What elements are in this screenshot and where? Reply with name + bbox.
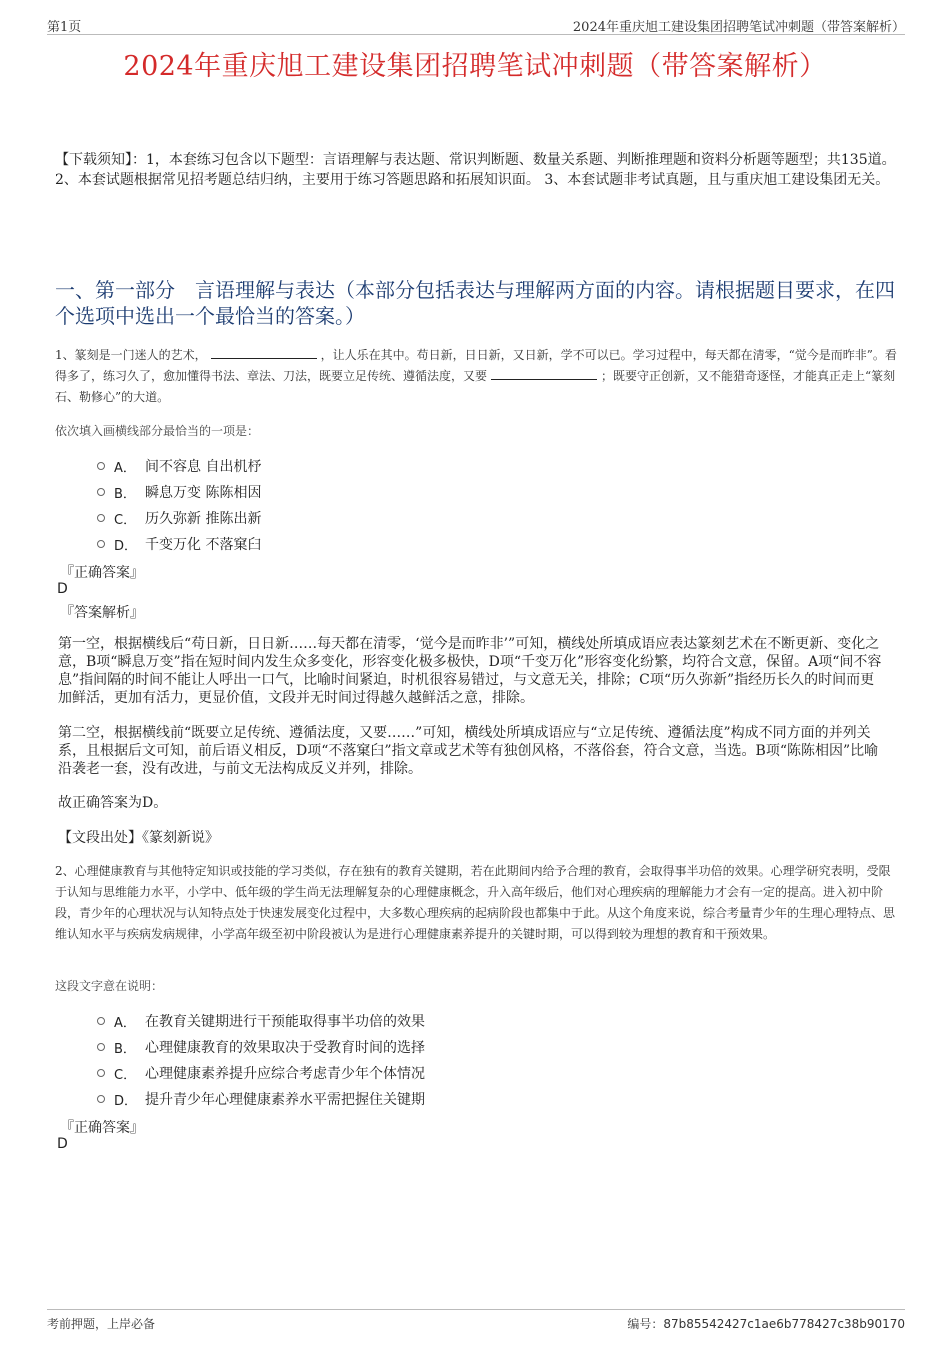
option-text: 间不容息 自出机杼 (145, 459, 262, 475)
option-text: 心理健康素养提升应综合考虑青少年个体情况 (145, 1066, 425, 1082)
footer-slogan: 考前押题，上岸必备 (47, 1317, 156, 1331)
option-c[interactable] (97, 1060, 425, 1086)
page-header (47, 14, 905, 35)
q1-text-part1: 1、篆刻是一门迷人的艺术， (55, 348, 207, 362)
radio-icon[interactable] (97, 1017, 105, 1025)
fill-blank-2 (491, 367, 597, 380)
download-notice: 【下载须知】：1，本套练习包含以下题型：言语理解与表达题、常识判断题、数量关系题、判断推理题和资料分析题等题型；共135道。 2、本套试题根据常见招考题总结归纳，主要用于练习答题思路和拓展知识面。 3、本套试题非考试真题，且与重庆旭工建设集团无关。 (55, 152, 896, 188)
option-text: 历久弥新 推陈出新 (145, 511, 262, 527)
option-letter: A． (114, 460, 136, 476)
radio-icon[interactable] (97, 462, 105, 470)
option-b[interactable] (97, 1034, 425, 1060)
q1-text-part3: ；既要守正创新，又不能猎奇逐怪，才能真正走上“篆刻石、勒修心”的大道。 (55, 369, 896, 404)
radio-icon[interactable] (97, 1069, 105, 1077)
correct-answer: D (57, 581, 68, 597)
question-2-prompt: 这段文字意在说明： (55, 979, 164, 993)
question-2-text: 2、心理健康教育与其他特定知识或技能的学习类似，存在独有的教育关键期，若在此期间内给予合理的教育，会取得事半功倍的效果。心理学研究表明，受限于认知与思维能力水平，小学中、低年级的学生尚无法理解复杂的心理健康概念，升入高年级后，他们对心理疾病的理解能力才会有一定的提高。进入初中阶段，青少年的心理状况与认知特点处于快速发展变化过程中，大多数心理疾病的起病阶段也都集中于此。从这个角度来说，综合考量青少年的生理心理特点、思维认知水平与疾病发病规律，小学高年级至初中阶段被认为是进行心理健康素养提升的关键时期，可以得到较为理想的教育和干预效果。 (55, 864, 896, 941)
option-letter: D． (114, 538, 138, 554)
option-letter: C． (114, 512, 137, 528)
option-text: 瞬息万变 陈陈相因 (145, 485, 262, 501)
radio-icon[interactable] (97, 514, 105, 522)
correct-answer-label: 『正确答案』 (60, 1120, 144, 1136)
analysis-paragraph-1: 第一空，根据横线后“苟日新，日日新……每天都在清零，‘觉今是而昨非’”可知，横线处所填成语应表达篆刻艺术在不断更新、变化之意，B项“瞬息万变”指在短时间内发生众多变化，形容变化极多极快，D项“千变万化”形容变化纷繁，均符合文意，保留。A项“间不容息”指间隔的时间不能让人呼出一口气，比喻时间紧迫，时机很容易错过，与文意无关，排除；C项“历久弥新”指经历长久的时间而更加鲜活，更加有活力，更显价值，文段并无时间过得越久越鲜活之意，排除。 (58, 636, 882, 706)
question-1-prompt: 依次填入画横线部分最恰当的一项是： (55, 424, 260, 438)
option-letter: B． (114, 1041, 136, 1057)
option-a[interactable] (97, 1008, 425, 1034)
page-number: 第1页 (47, 20, 82, 35)
radio-icon[interactable] (97, 540, 105, 548)
option-text: 在教育关键期进行干预能取得事半功倍的效果 (145, 1014, 425, 1030)
analysis-label: 『答案解析』 (60, 605, 144, 621)
question-1-options (97, 453, 261, 557)
option-a[interactable] (97, 453, 261, 479)
fill-blank-1 (211, 346, 317, 359)
page-title: 2024年重庆旭工建设集团招聘笔试冲刺题（带答案解析） (123, 51, 827, 82)
question-1-text (55, 345, 900, 408)
correct-answer: D (57, 1136, 68, 1152)
option-text: 提升青少年心理健康素养水平需把握住关键期 (145, 1092, 425, 1108)
option-letter: D． (114, 1093, 138, 1109)
radio-icon[interactable] (97, 1095, 105, 1103)
footer-code-label: 编号： (627, 1317, 664, 1331)
radio-icon[interactable] (97, 1043, 105, 1051)
option-letter: C． (114, 1067, 137, 1083)
section-title: 一、第一部分 言语理解与表达（本部分包括表达与理解两方面的内容。请根据题目要求，在四个选项中选出一个最恰当的答案。） (55, 278, 895, 328)
option-b[interactable] (97, 479, 261, 505)
radio-icon[interactable] (97, 488, 105, 496)
option-text: 心理健康教育的效果取决于受教育时间的选择 (145, 1040, 425, 1056)
correct-answer-label: 『正确答案』 (60, 565, 144, 581)
option-letter: A． (114, 1015, 136, 1031)
q1-text-part2: ，让人乐在其中。苟日新，日日新，又日新，学不可以已。学习过程中，每天都在清零，“觉今是而昨非”。看得多了，练习久了，愈加懂得书法、章法、刀法，既要立足传统、遵循法度，又要 (55, 348, 897, 383)
footer-code-value: 87b85542427c1ae6b778427c38b90170 (663, 1317, 905, 1331)
analysis-paragraph-2: 第二空，根据横线前“既要立足传统、遵循法度，又要……”可知，横线处所填成语应与“立足传统、遵循法度”构成不同方面的并列关系，且根据后文可知，前后语义相反，D项“不落窠臼”指文章或艺术等有独创风格，不落俗套，符合文意，当选。B项“陈陈相因”比喻沿袭老一套，没有改进，与前文无法构成反义并列，排除。 (58, 725, 879, 777)
footer-code (627, 1315, 905, 1332)
option-c[interactable] (97, 505, 261, 531)
source-citation: 【文段出处】《篆刻新说》 (58, 830, 219, 846)
question-2-options (97, 1008, 425, 1112)
header-doc-title: 2024年重庆旭工建设集团招聘笔试冲刺题（带答案解析） (572, 20, 905, 35)
analysis-conclusion: 故正确答案为D。 (58, 795, 168, 811)
option-text: 千变万化 不落窠臼 (145, 537, 262, 553)
page-footer (47, 1309, 905, 1332)
option-letter: B． (114, 486, 136, 502)
option-d[interactable] (97, 531, 261, 557)
option-d[interactable] (97, 1086, 425, 1112)
